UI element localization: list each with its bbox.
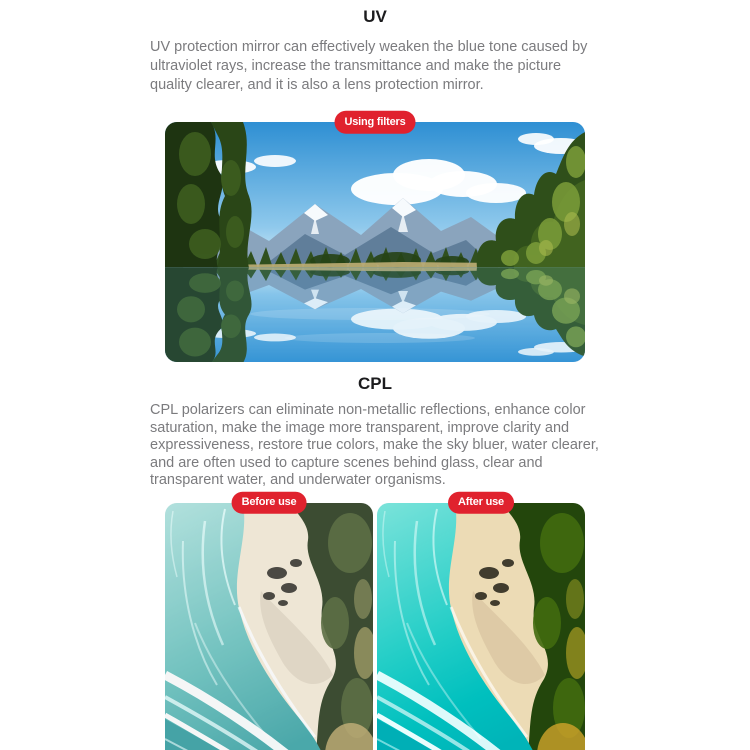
uv-section: [0, 6, 750, 362]
uv-heading: UV: [363, 7, 387, 26]
after-use-badge: After use: [448, 491, 514, 514]
beach-before-photo: [165, 503, 373, 750]
uv-example-figure: [165, 115, 585, 362]
cpl-section: [0, 373, 750, 750]
lake-photo-frame: [165, 122, 585, 362]
uv-description: UV protection mirror can effectively weaken the blue tone caused by ultraviolet rays, increase the transmittance and make the picture quality clearer, and it is also a lens protection mirror.: [150, 39, 588, 93]
after-use-figure: [377, 495, 585, 750]
after-photo-frame: [377, 503, 585, 750]
cpl-description: CPL polarizers can eliminate non-metallic reflections, enhance color saturation, make the image more transparent, improve clarity and expressiveness, restore true colors, make the sky bluer, water clearer, and are often used to capture scenes behind glass, clear and transparent water, and underwater organisms.: [150, 402, 599, 488]
cpl-heading: CPL: [358, 374, 392, 393]
beach-after-photo: [377, 503, 585, 750]
lake-reflection-photo: [165, 122, 585, 362]
using-filters-badge: Using filters: [335, 111, 416, 134]
before-use-badge: Before use: [232, 491, 307, 514]
before-photo-frame: [165, 503, 373, 750]
before-after-comparison: [165, 495, 585, 750]
before-use-figure: [165, 495, 373, 750]
